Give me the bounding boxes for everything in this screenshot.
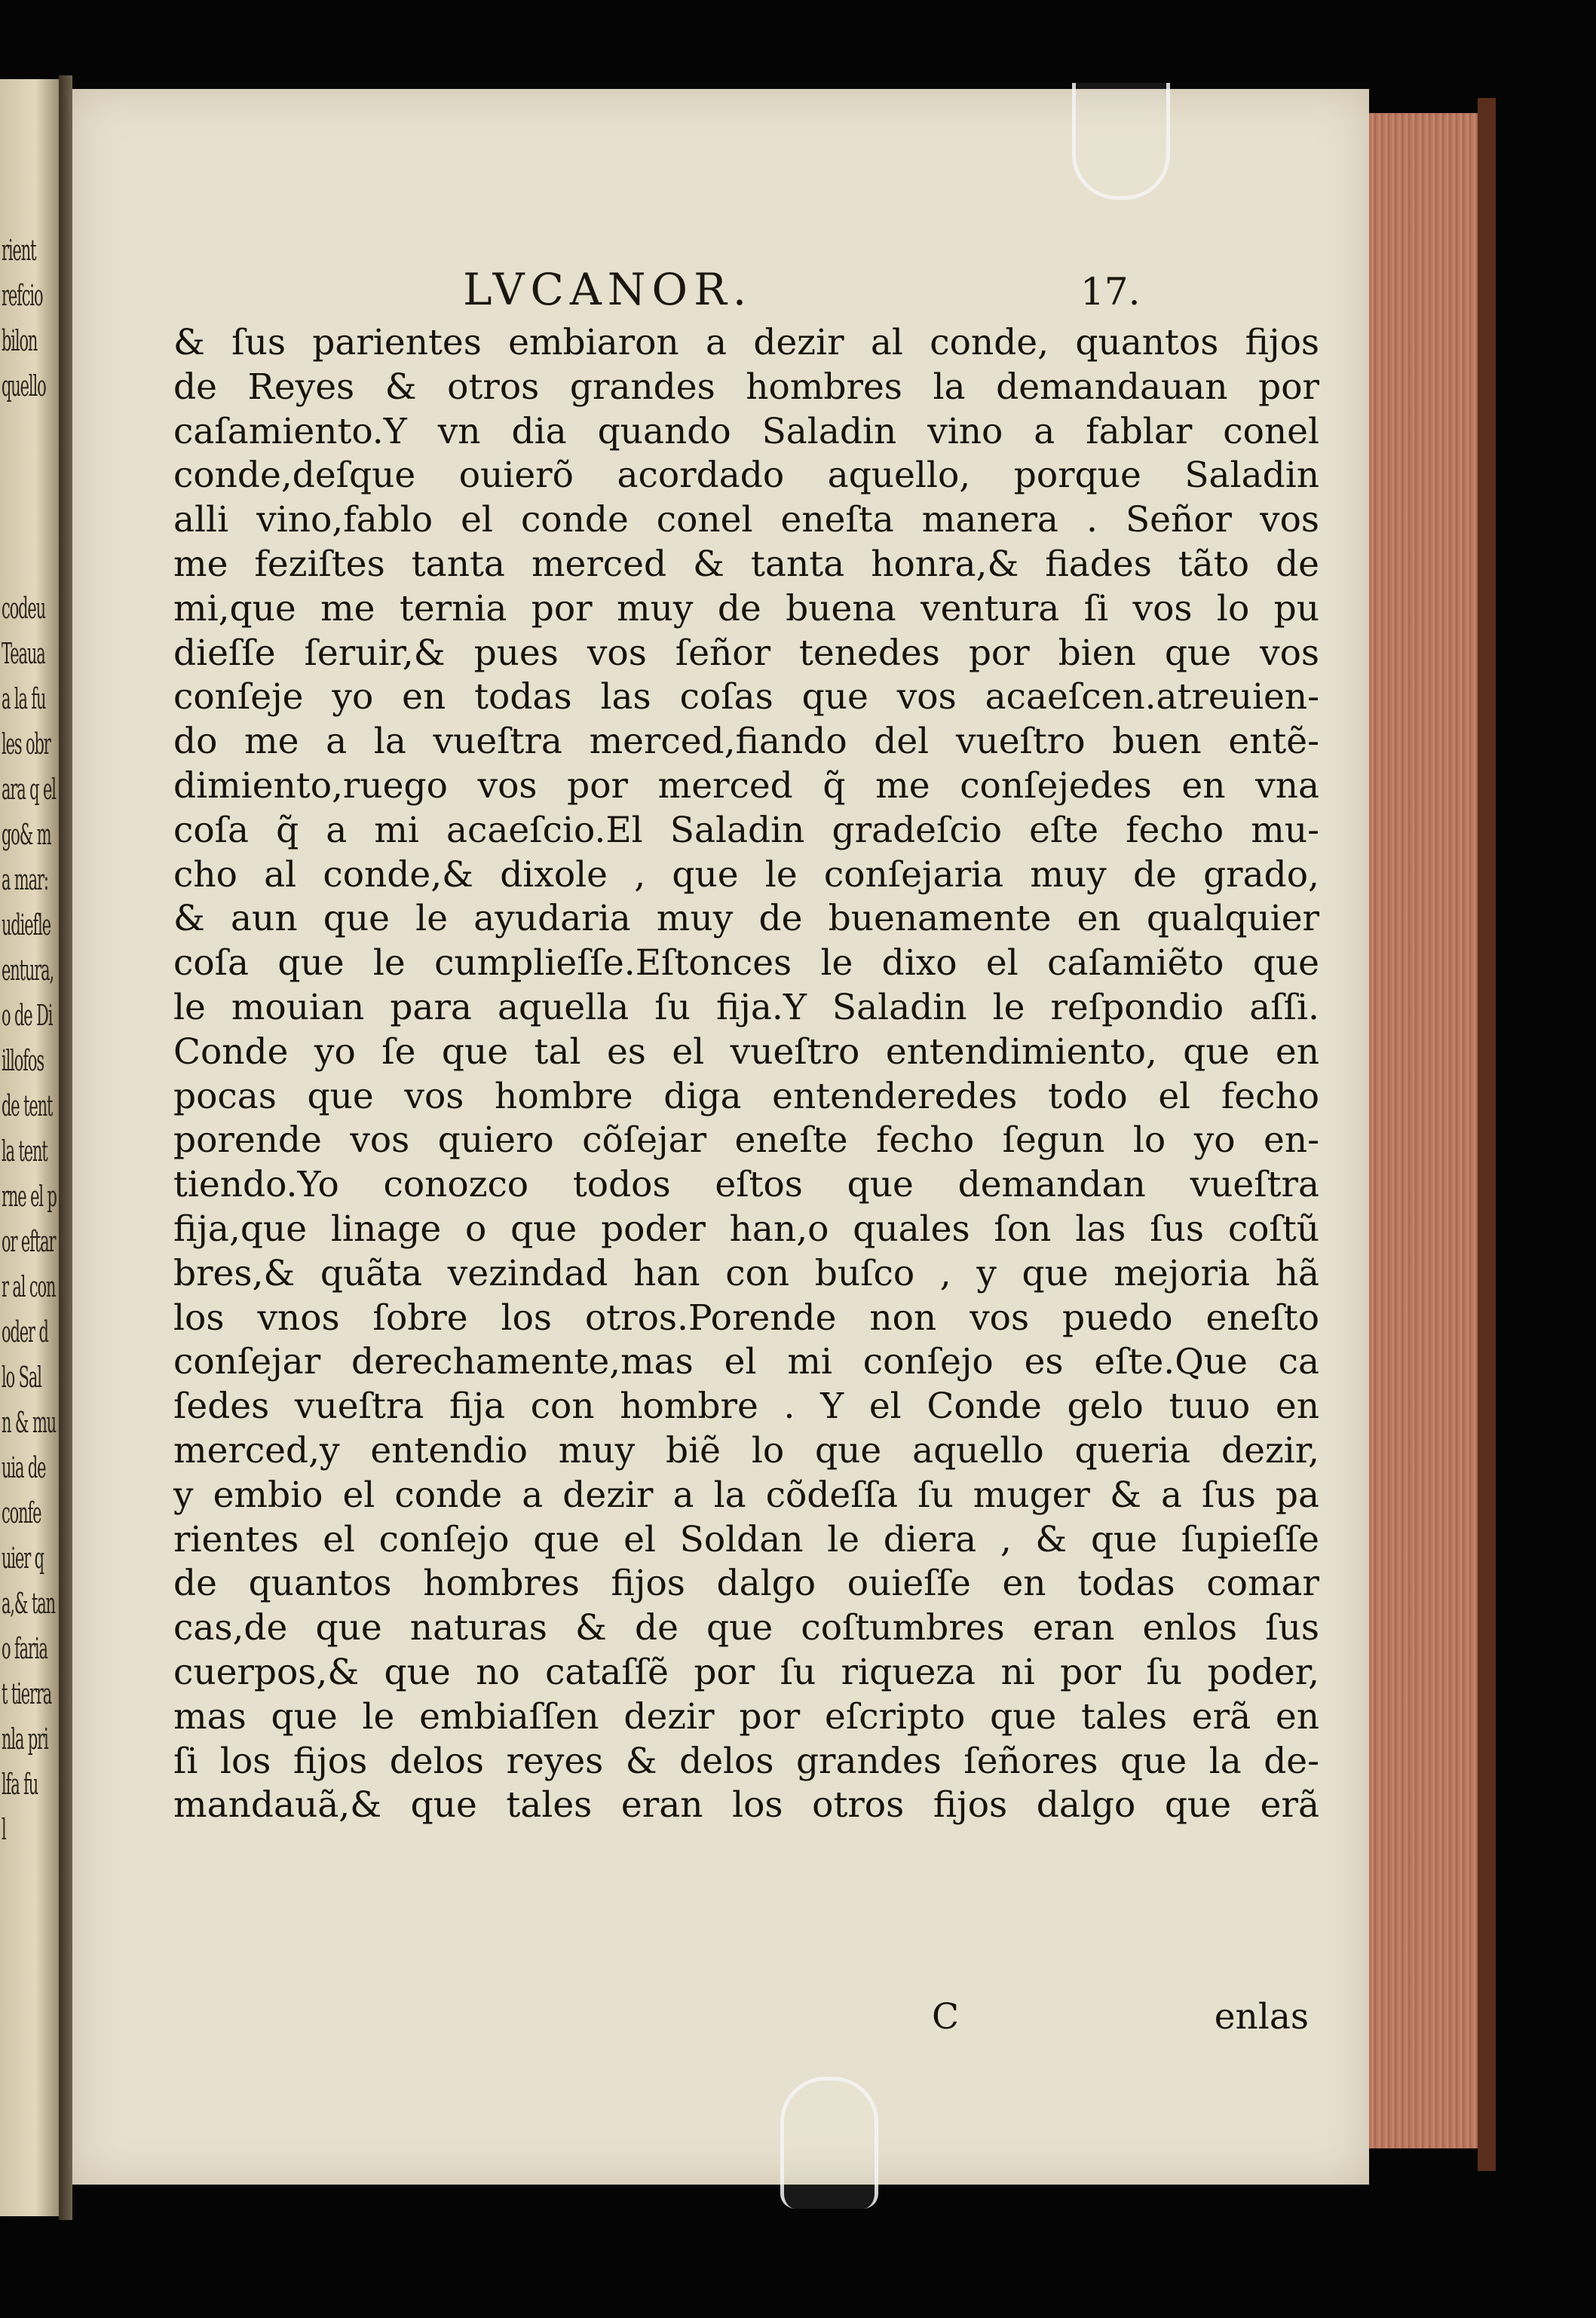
left-fragment: ara q el <box>2 773 56 806</box>
left-fragment: a la fu <box>2 682 46 715</box>
left-fragment: go& m <box>2 818 51 851</box>
text-line: & aun que le ayudaria muy de buenamente en qualquier <box>173 898 1319 940</box>
left-fragment: n & mu <box>2 1406 57 1439</box>
left-fragment: o faria <box>2 1632 47 1665</box>
text-line: conde,deſque ouierõ acordado aquello, porque Saladin <box>173 455 1319 497</box>
text-line: mas que le embiaſſen dezir por eſcripto que tales erã en <box>173 1695 1319 1738</box>
left-fragment: confe <box>2 1496 41 1530</box>
text-line: conſeje yo en todas las coſas que vos acaeſcen.atreuien- <box>173 676 1319 718</box>
text-line: cuerpos,& que no cataſſẽ por ſu riqueza ni por ſu poder, <box>173 1651 1319 1693</box>
left-fragment: nla pri <box>2 1722 48 1756</box>
left-fragment: les obr <box>2 727 51 761</box>
left-fragment: udiefle <box>2 908 51 942</box>
left-fragment: t tierra <box>2 1677 52 1710</box>
text-line: coſa que le cumplieſſe.Eſtonces le dixo el caſamiẽto que <box>173 942 1319 984</box>
text-line: alli vino,fablo el conde conel eneſta manera . Señor vos <box>173 499 1319 541</box>
left-fragment: l <box>2 1813 6 1846</box>
text-line: porende vos quiero cõſejar eneſte fecho ſegun lo yo en- <box>173 1119 1319 1162</box>
text-line: dimiento,ruego vos por merced q̃ me conſejedes en vna <box>173 764 1319 807</box>
left-fragment: lfa fu <box>2 1768 38 1801</box>
binding-gutter <box>59 75 72 2220</box>
text-line: le mouian para aquella ſu fija.Y Saladin le reſpondio aſſi. <box>173 986 1319 1028</box>
text-line: mi,que me ternia por muy de buena ventura ſi vos lo pu <box>173 587 1319 629</box>
book-page <box>72 89 1369 2185</box>
text-line: caſamiento.Y vn dia quando Saladin vino a fablar conel <box>173 410 1319 452</box>
left-fragment: o de Di <box>2 999 53 1032</box>
page-stack-edge <box>1357 113 1478 2148</box>
running-title: LVCANOR. <box>463 264 753 315</box>
left-fragment: or eftar <box>2 1225 56 1258</box>
text-line: dieſſe ſeruir,& pues vos ſeñor tenedes por bien que vos <box>173 632 1319 674</box>
text-line: y embio el conde a dezir a la cõdeſſa ſu muger & a ſus pa <box>173 1474 1319 1516</box>
left-fragment: bilon <box>2 324 38 357</box>
page-footer <box>932 1996 1309 2041</box>
left-page-edge <box>0 79 59 2216</box>
left-fragment: illofos <box>2 1044 44 1077</box>
text-line: ſi los fijos delos reyes & delos grandes ſeñores que la de- <box>173 1740 1319 1782</box>
text-line: coſa q̃ a mi acaeſcio.El Saladin gradeſcio eſte fecho mu- <box>173 809 1319 851</box>
text-line: de Reyes & otros grandes hombres la demandauan por <box>173 366 1319 408</box>
left-fragment: oder d <box>2 1315 48 1349</box>
text-line: los vnos ſobre los otros.Porende non vos puedo eneſto <box>173 1297 1319 1339</box>
catchword: enlas <box>1214 1996 1309 2038</box>
text-line: cho al conde,& dixole , que le conſejaria muy de grado, <box>173 853 1319 896</box>
text-line: Conde yo ſe que tal es el vueſtro entendimiento, que en <box>173 1030 1319 1073</box>
text-line: & ſus parientes embiaron a dezir al conde, quantos fijos <box>173 322 1319 363</box>
text-line: merced,y entendio muy biẽ lo que aquello queria dezir, <box>173 1429 1319 1471</box>
left-fragment: la tent <box>2 1135 47 1168</box>
left-fragment: Teaua <box>2 637 45 670</box>
text-line: ſedes vueſtra fija con hombre . Y el Conde gelo tuuo en <box>173 1386 1319 1428</box>
page-clip-top <box>1072 83 1170 200</box>
left-fragment: uia de <box>2 1451 46 1484</box>
text-line: conſejar derechamente,mas el mi conſejo es eſte.Que ca <box>173 1341 1319 1383</box>
text-line: me feziſtes tanta merced & tanta honra,& fiades tãto de <box>173 543 1319 585</box>
text-line: de quantos hombres fijos dalgo ouieſſe en todas comar <box>173 1563 1319 1605</box>
left-fragment: entura, <box>2 954 54 987</box>
text-line: pocas que vos hombre diga entenderedes todo el fecho <box>173 1075 1319 1117</box>
cover-edge <box>1478 98 1496 2171</box>
body-text <box>173 321 1319 1828</box>
left-fragment: codeu <box>2 592 45 625</box>
left-fragment: rne el p <box>2 1180 57 1213</box>
left-fragment: lo Sal <box>2 1361 41 1394</box>
left-fragment: quello <box>2 369 46 403</box>
left-fragment: a mar: <box>2 863 48 896</box>
page-header <box>72 264 1369 317</box>
left-fragment: rient <box>2 234 36 267</box>
folio-number: 17. <box>1080 270 1141 314</box>
text-line: mandauã,& que tales eran los otros fijos dalgo que erã <box>173 1784 1319 1827</box>
left-fragment: a,& tan <box>2 1587 55 1620</box>
left-fragment: refcio <box>2 279 43 312</box>
text-line: do me a la vueſtra merced,fiando del vueſtro buen entẽ- <box>173 721 1319 763</box>
text-line: fija,que linage o que poder han,o quales ſon las ſus coſtũ <box>173 1208 1319 1250</box>
text-line: cas,de que naturas & de que coſtumbres eran enlos ſus <box>173 1607 1319 1649</box>
signature-mark: C <box>932 1996 959 2038</box>
page-clip-bottom <box>780 2077 878 2209</box>
left-fragment: uier q <box>2 1542 44 1575</box>
left-fragment: r al con <box>2 1270 56 1303</box>
left-fragment: de tent <box>2 1089 53 1122</box>
text-line: tiendo.Yo conozco todos eſtos que demandan vueſtra <box>173 1164 1319 1206</box>
text-line: rientes el conſejo que el Soldan le diera , & que ſupieſſe <box>173 1518 1319 1560</box>
text-line: bres,& quãta vezindad han con buſco , y que mejoria hã <box>173 1252 1319 1294</box>
